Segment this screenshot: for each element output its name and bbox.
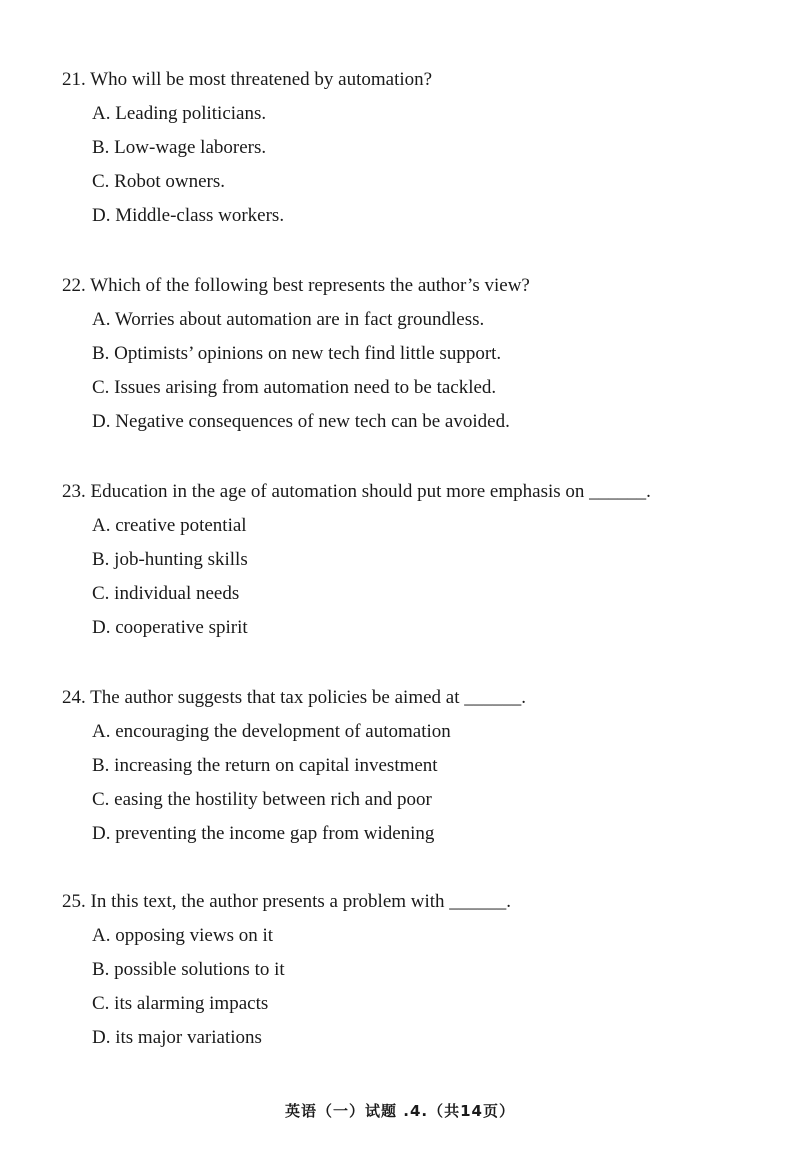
option-d: D. Middle-class workers. [92,205,285,226]
question-23 [62,480,762,640]
option-d: D. Negative consequences of new tech can be avoided. [92,411,510,432]
option-c: C. Robot owners. [92,171,225,192]
option-a: A. Worries about automation are in fact groundless. [92,309,485,330]
option-a: A. Leading politicians. [92,103,267,124]
question-25 [62,890,762,1050]
option-b: B. possible solutions to it [92,959,285,980]
question-stem: 24. The author suggests that tax policies be aimed at ______. [62,687,526,708]
option-a: A. opposing views on it [92,925,274,946]
question-stem: 23. Education in the age of automation should put more emphasis on ______. [62,481,651,502]
option-list [62,308,762,434]
option-a: A. encouraging the development of automation [92,721,451,742]
question-stem: 25. In this text, the author presents a problem with ______. [62,891,512,912]
option-c: C. individual needs [92,583,240,604]
option-a: A. creative potential [92,515,247,536]
option-b: B. Optimists’ opinions on new tech find little support. [92,343,502,364]
option-d: D. preventing the income gap from widening [92,823,435,844]
question-stem: 21. Who will be most threatened by automation? [62,69,433,90]
option-d: D. its major variations [92,1027,262,1048]
option-d: D. cooperative spirit [92,617,248,638]
question-21 [62,68,762,228]
option-list [62,514,762,640]
page-footer: 英语（一）试题 .4.（共14页） [285,1102,515,1120]
option-b: B. increasing the return on capital investment [92,755,438,776]
option-b: B. job-hunting skills [92,549,248,570]
option-c: C. its alarming impacts [92,993,269,1014]
question-22 [62,274,762,434]
option-c: C. easing the hostility between rich and poor [92,789,432,810]
option-c: C. Issues arising from automation need to be tackled. [92,377,497,398]
option-b: B. Low-wage laborers. [92,137,267,158]
question-24 [62,686,762,846]
question-stem: 22. Which of the following best represents the author’s view? [62,275,530,296]
option-list [62,102,762,228]
option-list [62,924,762,1050]
option-list [62,720,762,846]
